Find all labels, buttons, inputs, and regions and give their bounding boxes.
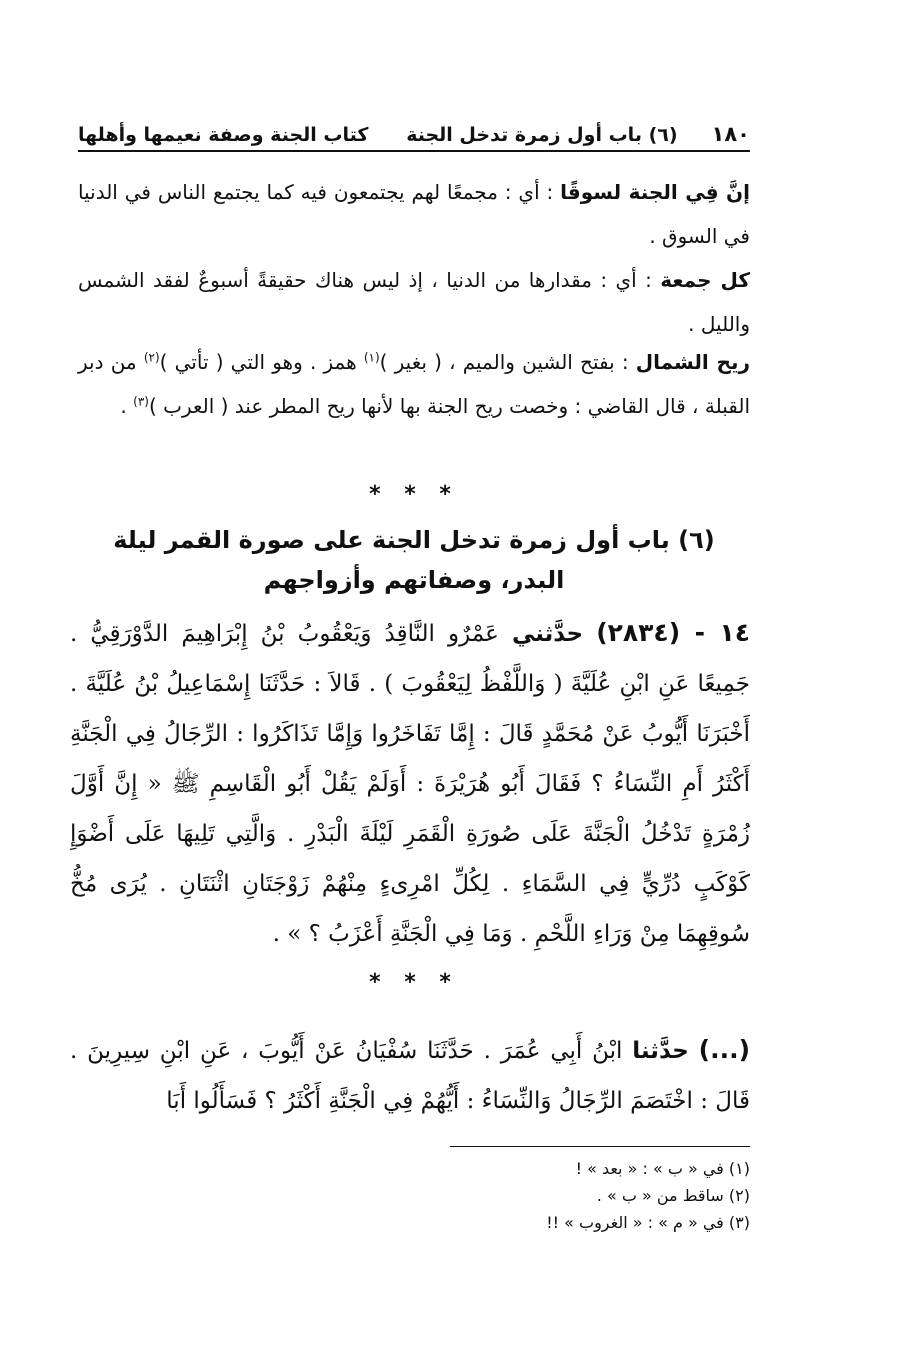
hadith-text: عَمْرٌو النَّاقِدُ وَيَعْقُوبُ بْنُ إِبْرَاهِيمَ الدَّوْرَقِيُّ . جَمِيعًا عَنِ ابْنِ عُلَيَّةَ ( وَاللَّفْظُ لِيَعْقُوبَ ) . قَالاَ : حَدَّثَنَا إِسْمَاعِيلُ بْنُ عُلَيَّةَ . أَخْبَرَنَا أَيُّوبُ عَنْ مُحَمَّدٍ قَالَ : إِمَّا تَفَاخَرُوا وَإِمَّا تَذَاكَرُوا : الرِّجَالُ فِي الْجَنَّةِ أَكْثَرُ أَمِ النِّسَاءُ ؟ فَقَالَ أَبُو هُرَيْرَةَ : أَوَلَمْ يَقُلْ أَبُو الْقَاسِمِ ﷺ « إِنَّ أَوَّلَ زُمْرَةٍ تَدْخُلُ الْجَنَّةَ عَلَى صُورَةِ الْقَمَرِ لَيْلَةَ الْبَدْرِ . وَالَّتِي تَلِيهَا عَلَى أَضْوَإِ كَوْكَبٍ دُرِّيٍّ فِي السَّمَاءِ . لِكُلِّ امْرِىءٍ مِنْهُمْ زَوْجَتَانِ اثْنَتَانِ . يُرَى مُخُّ سُوقِهِمَا مِنْ وَرَاءِ اللَّحْمِ . وَمَا فِي الْجَنَّةِ أَعْزَبُ ؟ » . [70, 621, 750, 947]
gloss-text: همز . وهو التي ( تأتي ) [159, 350, 364, 374]
gloss-entry [78, 340, 750, 428]
chapter-reference: (٦) باب أول زمرة تدخل الجنة [406, 124, 678, 146]
page-number: ١٨٠ [711, 122, 750, 146]
running-header [78, 112, 750, 152]
gloss-term: إنَّ فِي الجنة لسوقًا [560, 180, 750, 204]
gloss-text: . [120, 394, 134, 418]
footnote-ref[interactable]: (١) [363, 350, 380, 365]
hadith-opening: حدَّثنا [632, 1038, 689, 1064]
section-separator: * * * [369, 482, 459, 507]
hadith-number: ١٤ - (٢٨٣٤) [596, 618, 750, 647]
hadith-opening: حدَّثني [511, 621, 584, 647]
footnotes [300, 1155, 750, 1236]
hadith-second [70, 1025, 750, 1126]
gloss-entry [78, 170, 750, 258]
footnote: (١) في « ب » : « بعد » ! [575, 1159, 750, 1178]
gloss-text: : أي : مقدارها من الدنيا ، إذ ليس هناك حقيقةً أسبوعٌ لفقد الشمس والليل . [78, 268, 750, 336]
footnote-divider [450, 1146, 750, 1147]
gloss-text: من دبر القبلة ، قال القاضي : وخصت ريح الجنة بها لأنها ريح المطر عند ( العرب ) [78, 350, 750, 418]
hadith-text: ابْنُ أَبِي عُمَرَ . حَدَّثَنَا سُفْيَانُ عَنْ أَيُّوبَ ، عَنِ ابْنِ سِيرِينَ . قَالَ : اخْتَصَمَ الرِّجَالُ وَالنِّسَاءُ : أَيُّهُمْ فِي الْجَنَّةِ أَكْثَرُ ؟ فَسَأَلُوا أَبَا [70, 1038, 750, 1114]
header-right-group [406, 122, 750, 146]
gloss-text: : بفتح الشين والميم ، ( بغير ) [379, 350, 636, 374]
gloss-text: : أي : مجمعًا لهم يجتمعون فيه كما يجتمع الناس في الدنيا في السوق . [78, 180, 750, 248]
gloss-term: ريح الشمال [635, 350, 750, 374]
footnote-ref[interactable]: (٣) [133, 394, 149, 409]
book-title: كتاب الجنة وصفة نعيمها وأهلها [78, 124, 369, 146]
chapter-title: (٦) باب أول زمرة تدخل الجنة على صورة القمر ليلة البدر، وصفاتهم وأزواجهم [113, 526, 715, 594]
footnote: (٣) في « م » : « الغروب » !! [546, 1213, 750, 1232]
hadith-main [70, 608, 750, 959]
footnote: (٢) ساقط من « ب » . [596, 1186, 750, 1205]
section-separator: * * * [369, 970, 459, 995]
gloss-entry [78, 258, 750, 346]
footnote-ref[interactable]: (٢) [143, 350, 160, 365]
hadith-number: (...) [698, 1035, 750, 1064]
gloss-term: كل جمعة [660, 268, 750, 292]
